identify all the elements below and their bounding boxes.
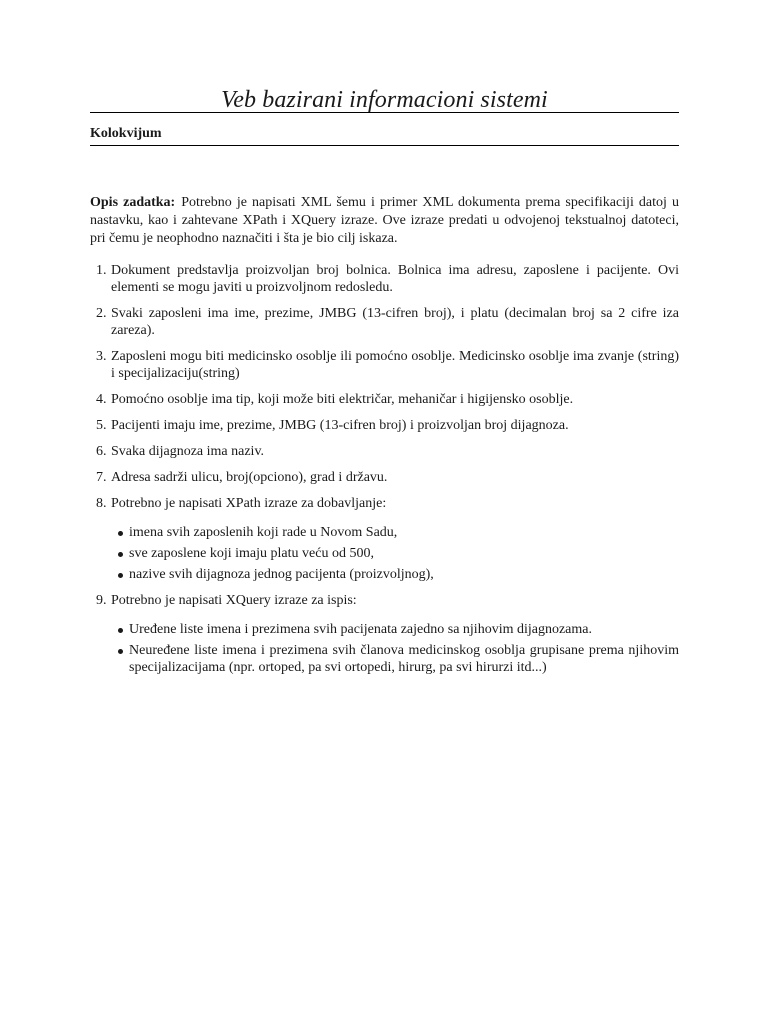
task-item [90,391,679,408]
document-title: Veb bazirani informacioni sistemi [221,87,548,113]
task-item [90,305,679,339]
task-number: 8. [96,496,107,511]
task-item [90,469,679,486]
bullet-text: imena svih zaposlenih koji rade u Novom Sadu, [129,525,398,540]
bullet-text: Uređene liste imena i prezimena svih pacijenata zajedno sa njihovim dijagnozama. [129,622,592,637]
bullet-list [111,621,679,676]
bullet-icon [118,531,123,536]
task-item [90,262,679,296]
bullet-item [111,524,679,541]
bullet-icon [118,573,123,578]
bullet-text: nazive svih dijagnoza jednog pacijenta (proizvoljnog), [129,567,434,582]
bullet-text: Neuređene liste imena i prezimena svih članova medicinskog osoblja grupisane prema njihovim specijalizacijama (npr. ortoped, pa svi ortopedi, hirurg, pa svi hirurzi itd...) [129,643,679,675]
task-number: 2. [96,306,107,321]
task-description [90,194,679,248]
task-text: Zaposleni mogu biti medicinsko osoblje ili pomoćno osoblje. Medicinsko osoblje ima zvanje (string) i specijalizaciju(string) [111,349,679,381]
task-text: Pomoćno osoblje ima tip, koji može biti električar, mehaničar i higijensko osoblje. [111,392,574,407]
task-item [90,443,679,460]
task-item [90,348,679,382]
bullet-item [111,642,679,676]
bullet-list [111,524,679,583]
task-item [90,592,679,676]
task-text: Svaka dijagnoza ima naziv. [111,444,265,459]
task-number: 3. [96,349,107,364]
task-text: Dokument predstavlja proizvoljan broj bolnica. Bolnica ima adresu, zaposlene i pacijente. Ovi elementi se mogu javiti u proizvoljnom redosledu. [111,263,679,295]
task-list [90,262,679,676]
task-text: Svaki zaposleni ima ime, prezime, JMBG (13-cifren broj), i platu (decimalan broj sa 2 cifre iza zareza). [111,306,679,338]
bullet-icon [118,649,123,654]
task-number: 6. [96,444,107,459]
subtitle-rule [90,145,679,146]
task-text: Pacijenti imaju ime, prezime, JMBG (13-cifren broj) i proizvoljan broj dijagnoza. [111,418,569,433]
task-item [90,417,679,434]
document-subtitle: Kolokvijum [90,126,162,141]
bullet-item [111,621,679,638]
task-number: 4. [96,392,107,407]
bullet-text: sve zaposlene koji imaju platu veću od 500, [129,546,374,561]
bullet-icon [118,552,123,557]
bullet-icon [118,628,123,633]
bullet-item [111,545,679,562]
document-page [90,86,679,685]
task-number: 9. [96,593,107,608]
task-text: Adresa sadrži ulicu, broj(opciono), grad i državu. [111,470,388,485]
task-number: 7. [96,470,107,485]
task-number: 1. [96,263,107,278]
description-text: Potrebno je napisati XML šemu i primer XML dokumenta prema specifikaciji datoj u nastavku, kao i zahtevane XPath i XQuery izraze. Ove izraze predati u odvojenoj tekstualnoj datoteci, pri čemu je neophodno naznačiti i šta je bio cilj iskaza. [90,195,680,246]
task-item [90,495,679,583]
description-label: Opis zadatka: [90,195,176,210]
task-text: Potrebno je napisati XPath izraze za dobavljanje: [111,496,387,511]
task-number: 5. [96,418,107,433]
bullet-item [111,566,679,583]
task-text: Potrebno je napisati XQuery izraze za ispis: [111,593,357,608]
